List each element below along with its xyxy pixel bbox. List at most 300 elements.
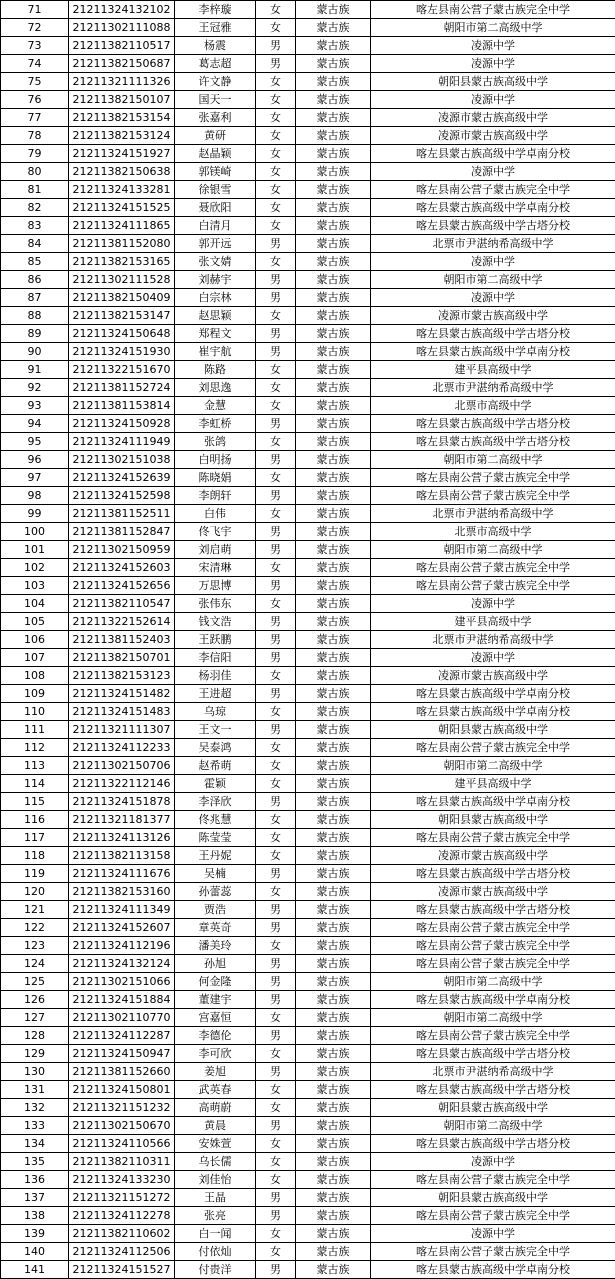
gender-cell: 男 [256,415,296,433]
exam-id-cell: 21211302111088 [69,19,175,37]
school-cell: 喀左县蒙古族高级中学卓南分校 [371,685,615,703]
ethnicity-cell: 蒙古族 [296,199,371,217]
table-row [1,901,615,919]
ethnicity-cell: 蒙古族 [296,1081,371,1099]
row-number-cell: 104 [1,595,69,613]
exam-id-cell: 21211382153154 [69,109,175,127]
ethnicity-cell: 蒙古族 [296,55,371,73]
gender-cell: 女 [256,19,296,37]
row-number-cell: 106 [1,631,69,649]
table-row [1,127,615,145]
school-cell: 喀左县蒙古族高级中学卓南分校 [371,343,615,361]
gender-cell: 男 [256,613,296,631]
gender-cell: 男 [256,451,296,469]
ethnicity-cell: 蒙古族 [296,379,371,397]
row-number-cell: 73 [1,37,69,55]
row-number-cell: 97 [1,469,69,487]
school-cell: 喀左县南公营子蒙古族完全中学 [371,1207,615,1225]
table-row [1,271,615,289]
student-name-cell: 张伟东 [175,595,256,613]
roster-body [1,1,615,1279]
row-number-cell: 79 [1,145,69,163]
student-name-cell: 高萌蔚 [175,1099,256,1117]
ethnicity-cell: 蒙古族 [296,1135,371,1153]
school-cell: 凌源市蒙古族高级中学 [371,667,615,685]
ethnicity-cell: 蒙古族 [296,163,371,181]
ethnicity-cell: 蒙古族 [296,1027,371,1045]
ethnicity-cell: 蒙古族 [296,1045,371,1063]
gender-cell: 女 [256,757,296,775]
gender-cell: 男 [256,343,296,361]
gender-cell: 女 [256,595,296,613]
table-row [1,163,615,181]
row-number-cell: 99 [1,505,69,523]
student-name-cell: 霍颖 [175,775,256,793]
student-name-cell: 赵晶颖 [175,145,256,163]
table-row [1,145,615,163]
student-name-cell: 赵希萌 [175,757,256,775]
school-cell: 凌源中学 [371,37,615,55]
gender-cell: 女 [256,91,296,109]
student-name-cell: 国天一 [175,91,256,109]
exam-id-cell: 21211324112233 [69,739,175,757]
exam-id-cell: 21211302111528 [69,271,175,289]
ethnicity-cell: 蒙古族 [296,361,371,379]
school-cell: 凌源中学 [371,163,615,181]
table-row [1,685,615,703]
row-number-cell: 113 [1,757,69,775]
student-name-cell: 孙蕾蕊 [175,883,256,901]
student-name-cell: 黄晨 [175,1117,256,1135]
school-cell: 喀左县蒙古族高级中学古塔分校 [371,901,615,919]
exam-id-cell: 21211324152656 [69,577,175,595]
school-cell: 建平县高级中学 [371,613,615,631]
ethnicity-cell: 蒙古族 [296,109,371,127]
row-number-cell: 85 [1,253,69,271]
ethnicity-cell: 蒙古族 [296,541,371,559]
school-cell: 凌源中学 [371,253,615,271]
gender-cell: 男 [256,991,296,1009]
row-number-cell: 119 [1,865,69,883]
row-number-cell: 88 [1,307,69,325]
school-cell: 北票市尹湛纳希高级中学 [371,235,615,253]
exam-id-cell: 21211324112278 [69,1207,175,1225]
gender-cell: 男 [256,685,296,703]
table-row [1,253,615,271]
exam-id-cell: 21211324110566 [69,1135,175,1153]
row-number-cell: 124 [1,955,69,973]
student-name-cell: 刘思逸 [175,379,256,397]
gender-cell: 女 [256,127,296,145]
school-cell: 喀左县蒙古族高级中学古塔分校 [371,1081,615,1099]
gender-cell: 女 [256,199,296,217]
exam-id-cell: 21211324151482 [69,685,175,703]
row-number-cell: 133 [1,1117,69,1135]
ethnicity-cell: 蒙古族 [296,973,371,991]
ethnicity-cell: 蒙古族 [296,667,371,685]
row-number-cell: 75 [1,73,69,91]
ethnicity-cell: 蒙古族 [296,1153,371,1171]
table-row [1,1207,615,1225]
exam-id-cell: 21211324132102 [69,1,175,19]
student-name-cell: 陈莹莹 [175,829,256,847]
table-row [1,577,615,595]
gender-cell: 男 [256,1063,296,1081]
row-number-cell: 130 [1,1063,69,1081]
table-row [1,649,615,667]
exam-id-cell: 21211382150107 [69,91,175,109]
ethnicity-cell: 蒙古族 [296,811,371,829]
ethnicity-cell: 蒙古族 [296,235,371,253]
student-name-cell: 李朗轩 [175,487,256,505]
table-row [1,1117,615,1135]
ethnicity-cell: 蒙古族 [296,1207,371,1225]
student-name-cell: 崔宇航 [175,343,256,361]
exam-id-cell: 21211382150687 [69,55,175,73]
ethnicity-cell: 蒙古族 [296,685,371,703]
gender-cell: 女 [256,739,296,757]
school-cell: 朝阳市第二高级中学 [371,1117,615,1135]
row-number-cell: 140 [1,1243,69,1261]
gender-cell: 男 [256,325,296,343]
school-cell: 北票市尹湛纳希高级中学 [371,505,615,523]
school-cell: 喀左县南公营子蒙古族完全中学 [371,1027,615,1045]
gender-cell: 女 [256,109,296,127]
table-row [1,487,615,505]
exam-id-cell: 21211302150670 [69,1117,175,1135]
gender-cell: 女 [256,469,296,487]
school-cell: 北票市尹湛纳希高级中学 [371,379,615,397]
table-row [1,937,615,955]
student-name-cell: 白清月 [175,217,256,235]
ethnicity-cell: 蒙古族 [296,991,371,1009]
table-row [1,883,615,901]
school-cell: 喀左县蒙古族高级中学古塔分校 [371,1045,615,1063]
row-number-cell: 118 [1,847,69,865]
school-cell: 喀左县南公营子蒙古族完全中学 [371,919,615,937]
row-number-cell: 95 [1,433,69,451]
table-row [1,793,615,811]
table-row [1,865,615,883]
table-row [1,1027,615,1045]
exam-id-cell: 21211382153165 [69,253,175,271]
student-name-cell: 董建宇 [175,991,256,1009]
student-name-cell: 何金隆 [175,973,256,991]
table-row [1,55,615,73]
table-row [1,19,615,37]
exam-id-cell: 21211321181377 [69,811,175,829]
student-name-cell: 郑程文 [175,325,256,343]
table-row [1,1153,615,1171]
student-name-cell: 武英春 [175,1081,256,1099]
exam-id-cell: 21211324133281 [69,181,175,199]
gender-cell: 女 [256,1225,296,1243]
school-cell: 朝阳市第二高级中学 [371,541,615,559]
table-row [1,1243,615,1261]
exam-id-cell: 21211324151525 [69,199,175,217]
exam-id-cell: 21211324111949 [69,433,175,451]
table-row [1,469,615,487]
exam-id-cell: 21211382110602 [69,1225,175,1243]
exam-id-cell: 21211382153147 [69,307,175,325]
gender-cell: 女 [256,1099,296,1117]
school-cell: 朝阳县蒙古族高级中学 [371,73,615,91]
row-number-cell: 128 [1,1027,69,1045]
ethnicity-cell: 蒙古族 [296,1099,371,1117]
student-name-cell: 姜旭 [175,1063,256,1081]
school-cell: 北票市高级中学 [371,397,615,415]
exam-id-cell: 21211302150706 [69,757,175,775]
student-name-cell: 李虹桥 [175,415,256,433]
ethnicity-cell: 蒙古族 [296,487,371,505]
ethnicity-cell: 蒙古族 [296,775,371,793]
gender-cell: 女 [256,307,296,325]
table-row [1,541,615,559]
ethnicity-cell: 蒙古族 [296,217,371,235]
student-name-cell: 金慧 [175,397,256,415]
exam-id-cell: 21211324151930 [69,343,175,361]
row-number-cell: 136 [1,1171,69,1189]
gender-cell: 女 [256,703,296,721]
row-number-cell: 125 [1,973,69,991]
gender-cell: 女 [256,1009,296,1027]
row-number-cell: 84 [1,235,69,253]
school-cell: 喀左县蒙古族高级中学古塔分校 [371,433,615,451]
ethnicity-cell: 蒙古族 [296,793,371,811]
school-cell: 凌源中学 [371,91,615,109]
student-name-cell: 刘赫宇 [175,271,256,289]
gender-cell: 男 [256,523,296,541]
ethnicity-cell: 蒙古族 [296,1063,371,1081]
student-name-cell: 孙旭 [175,955,256,973]
ethnicity-cell: 蒙古族 [296,1225,371,1243]
exam-id-cell: 21211382150638 [69,163,175,181]
gender-cell: 女 [256,1135,296,1153]
exam-id-cell: 21211324150928 [69,415,175,433]
table-row [1,613,615,631]
ethnicity-cell: 蒙古族 [296,865,371,883]
table-row [1,1171,615,1189]
student-name-cell: 宫嘉恒 [175,1009,256,1027]
exam-id-cell: 21211324152598 [69,487,175,505]
table-row [1,523,615,541]
row-number-cell: 110 [1,703,69,721]
ethnicity-cell: 蒙古族 [296,1,371,19]
exam-id-cell: 21211322112146 [69,775,175,793]
row-number-cell: 116 [1,811,69,829]
row-number-cell: 121 [1,901,69,919]
school-cell: 朝阳市第二高级中学 [371,19,615,37]
row-number-cell: 94 [1,415,69,433]
gender-cell: 女 [256,505,296,523]
gender-cell: 女 [256,847,296,865]
school-cell: 喀左县蒙古族高级中学古塔分校 [371,865,615,883]
gender-cell: 女 [256,1,296,19]
gender-cell: 女 [256,361,296,379]
gender-cell: 男 [256,289,296,307]
table-row [1,505,615,523]
exam-id-cell: 21211382110517 [69,37,175,55]
student-name-cell: 郭开远 [175,235,256,253]
gender-cell: 女 [256,145,296,163]
gender-cell: 女 [256,937,296,955]
row-number-cell: 90 [1,343,69,361]
school-cell: 喀左县蒙古族高级中学卓南分校 [371,145,615,163]
row-number-cell: 87 [1,289,69,307]
school-cell: 喀左县蒙古族高级中学古塔分校 [371,1135,615,1153]
gender-cell: 女 [256,559,296,577]
gender-cell: 男 [256,973,296,991]
school-cell: 喀左县蒙古族高级中学卓南分校 [371,1261,615,1279]
ethnicity-cell: 蒙古族 [296,415,371,433]
ethnicity-cell: 蒙古族 [296,613,371,631]
school-cell: 喀左县南公营子蒙古族完全中学 [371,559,615,577]
table-row [1,109,615,127]
school-cell: 喀左县南公营子蒙古族完全中学 [371,1,615,19]
student-name-cell: 李可欣 [175,1045,256,1063]
exam-id-cell: 21211324150801 [69,1081,175,1099]
exam-id-cell: 21211302150959 [69,541,175,559]
school-cell: 喀左县蒙古族高级中学卓南分校 [371,199,615,217]
table-row [1,325,615,343]
school-cell: 喀左县南公营子蒙古族完全中学 [371,1171,615,1189]
exam-id-cell: 21211382150409 [69,289,175,307]
row-number-cell: 131 [1,1081,69,1099]
table-row [1,1225,615,1243]
student-name-cell: 万思博 [175,577,256,595]
gender-cell: 男 [256,649,296,667]
school-cell: 朝阳市第二高级中学 [371,451,615,469]
gender-cell: 女 [256,397,296,415]
school-cell: 喀左县南公营子蒙古族完全中学 [371,577,615,595]
gender-cell: 男 [256,901,296,919]
student-name-cell: 王晶 [175,1189,256,1207]
exam-id-cell: 21211324112196 [69,937,175,955]
table-row [1,307,615,325]
table-row [1,361,615,379]
table-row [1,73,615,91]
row-number-cell: 100 [1,523,69,541]
school-cell: 喀左县蒙古族高级中学卓南分校 [371,703,615,721]
exam-id-cell: 21211302151066 [69,973,175,991]
school-cell: 喀左县南公营子蒙古族完全中学 [371,955,615,973]
gender-cell: 女 [256,253,296,271]
school-cell: 喀左县蒙古族高级中学古塔分校 [371,217,615,235]
gender-cell: 女 [256,433,296,451]
school-cell: 喀左县南公营子蒙古族完全中学 [371,1243,615,1261]
row-number-cell: 76 [1,91,69,109]
row-number-cell: 91 [1,361,69,379]
table-row [1,235,615,253]
table-row [1,595,615,613]
student-name-cell: 王冠雅 [175,19,256,37]
school-cell: 喀左县南公营子蒙古族完全中学 [371,469,615,487]
gender-cell: 女 [256,811,296,829]
student-name-cell: 徐银雪 [175,181,256,199]
row-number-cell: 89 [1,325,69,343]
exam-id-cell: 21211382153124 [69,127,175,145]
table-row [1,721,615,739]
gender-cell: 女 [256,667,296,685]
table-row [1,1,615,19]
student-name-cell: 吴泰鸿 [175,739,256,757]
exam-id-cell: 21211382153160 [69,883,175,901]
exam-id-cell: 21211381152847 [69,523,175,541]
school-cell: 喀左县南公营子蒙古族完全中学 [371,181,615,199]
ethnicity-cell: 蒙古族 [296,181,371,199]
table-row [1,1189,615,1207]
ethnicity-cell: 蒙古族 [296,883,371,901]
gender-cell: 男 [256,1189,296,1207]
table-row [1,559,615,577]
school-cell: 凌源市蒙古族高级中学 [371,109,615,127]
student-name-cell: 张亮 [175,1207,256,1225]
ethnicity-cell: 蒙古族 [296,307,371,325]
school-cell: 喀左县蒙古族高级中学卓南分校 [371,793,615,811]
ethnicity-cell: 蒙古族 [296,19,371,37]
table-row [1,739,615,757]
row-number-cell: 96 [1,451,69,469]
ethnicity-cell: 蒙古族 [296,721,371,739]
row-number-cell: 132 [1,1099,69,1117]
row-number-cell: 102 [1,559,69,577]
exam-id-cell: 21211381152403 [69,631,175,649]
school-cell: 凌源中学 [371,289,615,307]
row-number-cell: 92 [1,379,69,397]
school-cell: 凌源中学 [371,595,615,613]
school-cell: 凌源中学 [371,1153,615,1171]
gender-cell: 女 [256,73,296,91]
student-name-cell: 章英奇 [175,919,256,937]
exam-id-cell: 21211321111326 [69,73,175,91]
table-row [1,631,615,649]
gender-cell: 男 [256,631,296,649]
school-cell: 朝阳市第二高级中学 [371,271,615,289]
exam-id-cell: 21211324151527 [69,1261,175,1279]
row-number-cell: 81 [1,181,69,199]
row-number-cell: 77 [1,109,69,127]
gender-cell: 女 [256,379,296,397]
student-name-cell: 陈路 [175,361,256,379]
student-name-cell: 佟飞宇 [175,523,256,541]
student-name-cell: 乌长儒 [175,1153,256,1171]
gender-cell: 男 [256,577,296,595]
student-name-cell: 张鸽 [175,433,256,451]
table-row [1,181,615,199]
ethnicity-cell: 蒙古族 [296,1009,371,1027]
ethnicity-cell: 蒙古族 [296,1261,371,1279]
school-cell: 北票市尹湛纳希高级中学 [371,1063,615,1081]
table-row [1,811,615,829]
exam-id-cell: 21211381153814 [69,397,175,415]
exam-id-cell: 21211382153123 [69,667,175,685]
exam-id-cell: 21211324111865 [69,217,175,235]
gender-cell: 男 [256,271,296,289]
student-name-cell: 葛志超 [175,55,256,73]
table-row [1,1063,615,1081]
ethnicity-cell: 蒙古族 [296,955,371,973]
school-cell: 朝阳市第二高级中学 [371,757,615,775]
ethnicity-cell: 蒙古族 [296,1189,371,1207]
gender-cell: 女 [256,1243,296,1261]
school-cell: 凌源中学 [371,649,615,667]
table-row [1,1261,615,1279]
student-name-cell: 刘佳怡 [175,1171,256,1189]
gender-cell: 男 [256,37,296,55]
school-cell: 喀左县南公营子蒙古族完全中学 [371,937,615,955]
row-number-cell: 108 [1,667,69,685]
table-row [1,217,615,235]
